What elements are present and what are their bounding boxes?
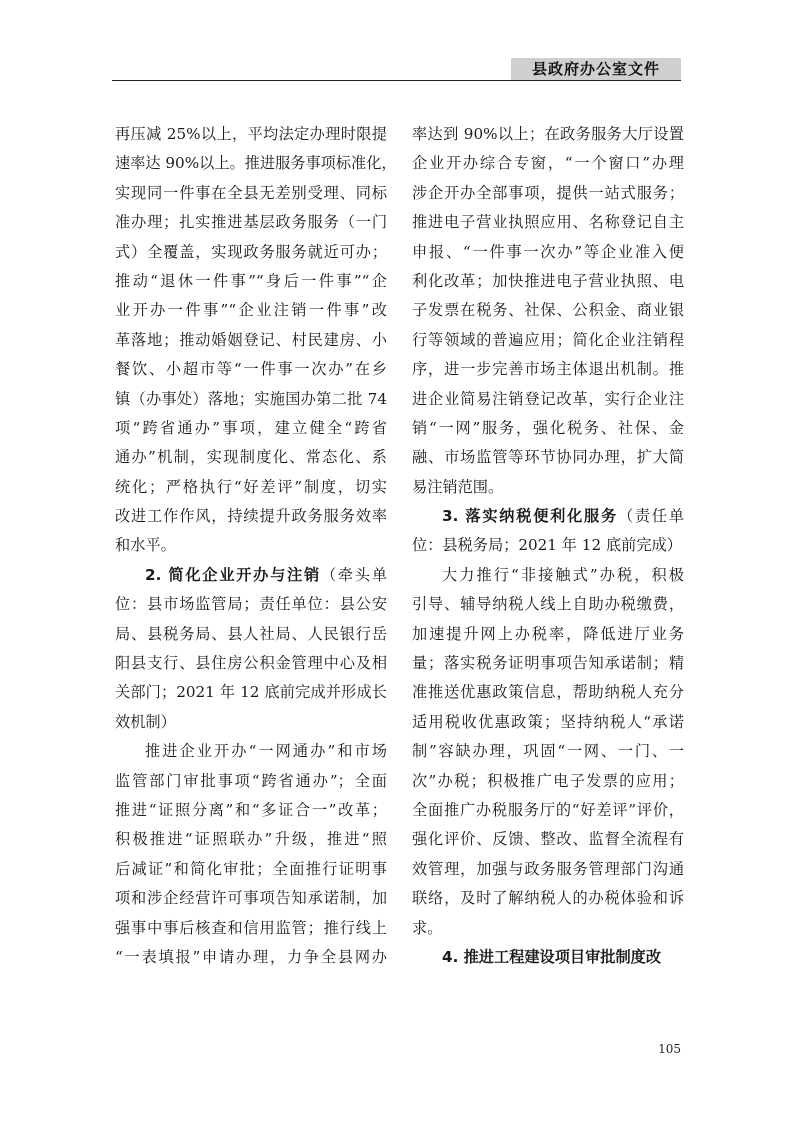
text-line: “一表填报”申请办理，力争全县网办	[115, 947, 387, 966]
text-line: 革落地；推动婚姻登记、村民建房、小	[115, 330, 387, 349]
text-line: 次”办税；积极推广电子发票的应用；	[412, 771, 684, 790]
text-line: 易注销范围。	[412, 477, 504, 496]
text-line: 融、市场监管等环节协同办理，扩大简	[412, 448, 684, 467]
text-line: 全面推广办税服务厅的“好差评”评价，	[412, 800, 684, 819]
text-line: 进企业简易注销登记改革，实行企业注	[412, 389, 684, 408]
text-line: 制”容缺办理，巩固“一网、一门、一	[412, 742, 684, 761]
text-line: 项和涉企经营许可事项告知承诺制，加	[115, 889, 387, 908]
header-rule	[112, 80, 681, 81]
text-line: 序，进一步完善市场主体退出机制。推	[412, 360, 684, 379]
text-line: 和水平。	[115, 536, 176, 555]
text-line: 后减证”和简化审批；全面推行证明事	[115, 859, 387, 878]
text-line: 式）全覆盖，实现政务服务就近可办；	[115, 242, 387, 261]
text-line: 阳县支行、县住房公积金管理中心及相	[115, 654, 387, 673]
text-line: 引导、辅导纳税人线上自助办税缴费，	[412, 595, 684, 614]
text-line: 推进“证照分离”和“多证合一”改革；	[115, 800, 387, 819]
section-heading-4: 4. 推进工程建设项目审批制度改	[442, 947, 662, 966]
text-line: 联络，及时了解纳税人的办税体验和诉	[412, 889, 684, 908]
text-line: 子发票在税务、社保、公积金、商业银	[412, 301, 684, 320]
text-fragment: （牵头单	[320, 565, 388, 584]
text-line: 统化；严格执行“好差评”制度，切实	[115, 477, 387, 496]
text-line: 餐饮、小超市等“一件事一次办”在乡	[115, 360, 387, 379]
section-heading-3: 3. 落实纳税便利化服务	[442, 507, 618, 526]
left-column	[115, 120, 397, 972]
text-line: 业开办一件事”“企业注销一件事”改	[115, 301, 387, 320]
text-line: 推动“退休一件事”“身后一件事”“企	[115, 271, 387, 290]
text-line: 镇（办事处）落地；实施国办第二批 74	[115, 389, 387, 408]
text-line: 率达到 90%以上；在政务服务大厅设置	[412, 125, 684, 143]
text-line: 利化改革；加快推进电子营业执照、电	[412, 271, 684, 290]
text-line: 再压减 25%以上，平均法定办理时限提	[115, 125, 387, 143]
text-line: 实现同一件事在全县无差别受理、同标	[115, 183, 387, 202]
text-line: 加速提升网上办税率，降低进厅业务	[412, 624, 684, 643]
text-line: 适用税收优惠政策；坚持纳税人“承诺	[412, 712, 684, 731]
text-line: 企业开办综合专窗，“一个窗口”办理	[412, 154, 684, 173]
text-line: 改进工作作风，持续提升政务服务效率	[115, 507, 387, 526]
text-line: 局、县税务局、县人社局、人民银行岳	[115, 624, 387, 643]
text-line: 求。	[412, 918, 443, 937]
text-line: 强事中事后核查和信用监管；推行线上	[115, 918, 387, 937]
text-line: 量；落实税务证明事项告知承诺制；精	[412, 654, 684, 673]
right-column	[412, 120, 684, 972]
page-number: 105	[658, 1042, 681, 1056]
text-line: 效机制）	[115, 712, 176, 731]
text-fragment: （责任单	[617, 507, 685, 526]
text-line: 行等领域的普遍应用；简化企业注销程	[412, 330, 684, 349]
text-line: 积极推进“证照联办”升级，推进“照	[115, 830, 387, 849]
text-line: 销“一网”服务，强化税务、社保、金	[412, 418, 684, 437]
text-line: 准办理；扎实推进基层政务服务（一门	[115, 213, 387, 232]
section-heading-2: 2. 简化企业开办与注销	[145, 565, 321, 584]
text-line: 监管部门审批事项“跨省通办”；全面	[115, 771, 387, 790]
text-line: 效管理，加强与政务服务管理部门沟通	[412, 859, 684, 878]
document-header-title: 县政府办公室文件	[511, 58, 681, 80]
text-line: 申报、“一件事一次办”等企业准入便	[412, 242, 684, 261]
text-line: 关部门；2021 年 12 底前完成并形成长	[115, 683, 387, 702]
section-heading-line	[115, 561, 387, 590]
text-line: 推进企业开办“一网通办”和市场	[145, 742, 387, 761]
text-line: 速率达 90%以上。推进服务事项标准化，	[115, 154, 397, 173]
text-line: 推进电子营业执照应用、名称登记自主	[412, 213, 684, 232]
text-line: 通办”机制，实现制度化、常态化、系	[115, 448, 387, 467]
text-line: 位：县税务局；2021 年 12 底前完成）	[412, 536, 682, 555]
section-heading-line	[412, 502, 684, 531]
text-line: 涉企开办全部事项，提供一站式服务；	[412, 183, 684, 202]
text-line: 项“跨省通办”事项，建立健全“跨省	[115, 418, 387, 437]
text-line: 准推送优惠政策信息，帮助纳税人充分	[412, 683, 684, 702]
text-line: 强化评价、反馈、整改、监督全流程有	[412, 830, 684, 849]
text-line: 位：县市场监管局；责任单位：县公安	[115, 595, 387, 614]
text-line: 大力推行“非接触式”办税，积极	[442, 565, 684, 584]
